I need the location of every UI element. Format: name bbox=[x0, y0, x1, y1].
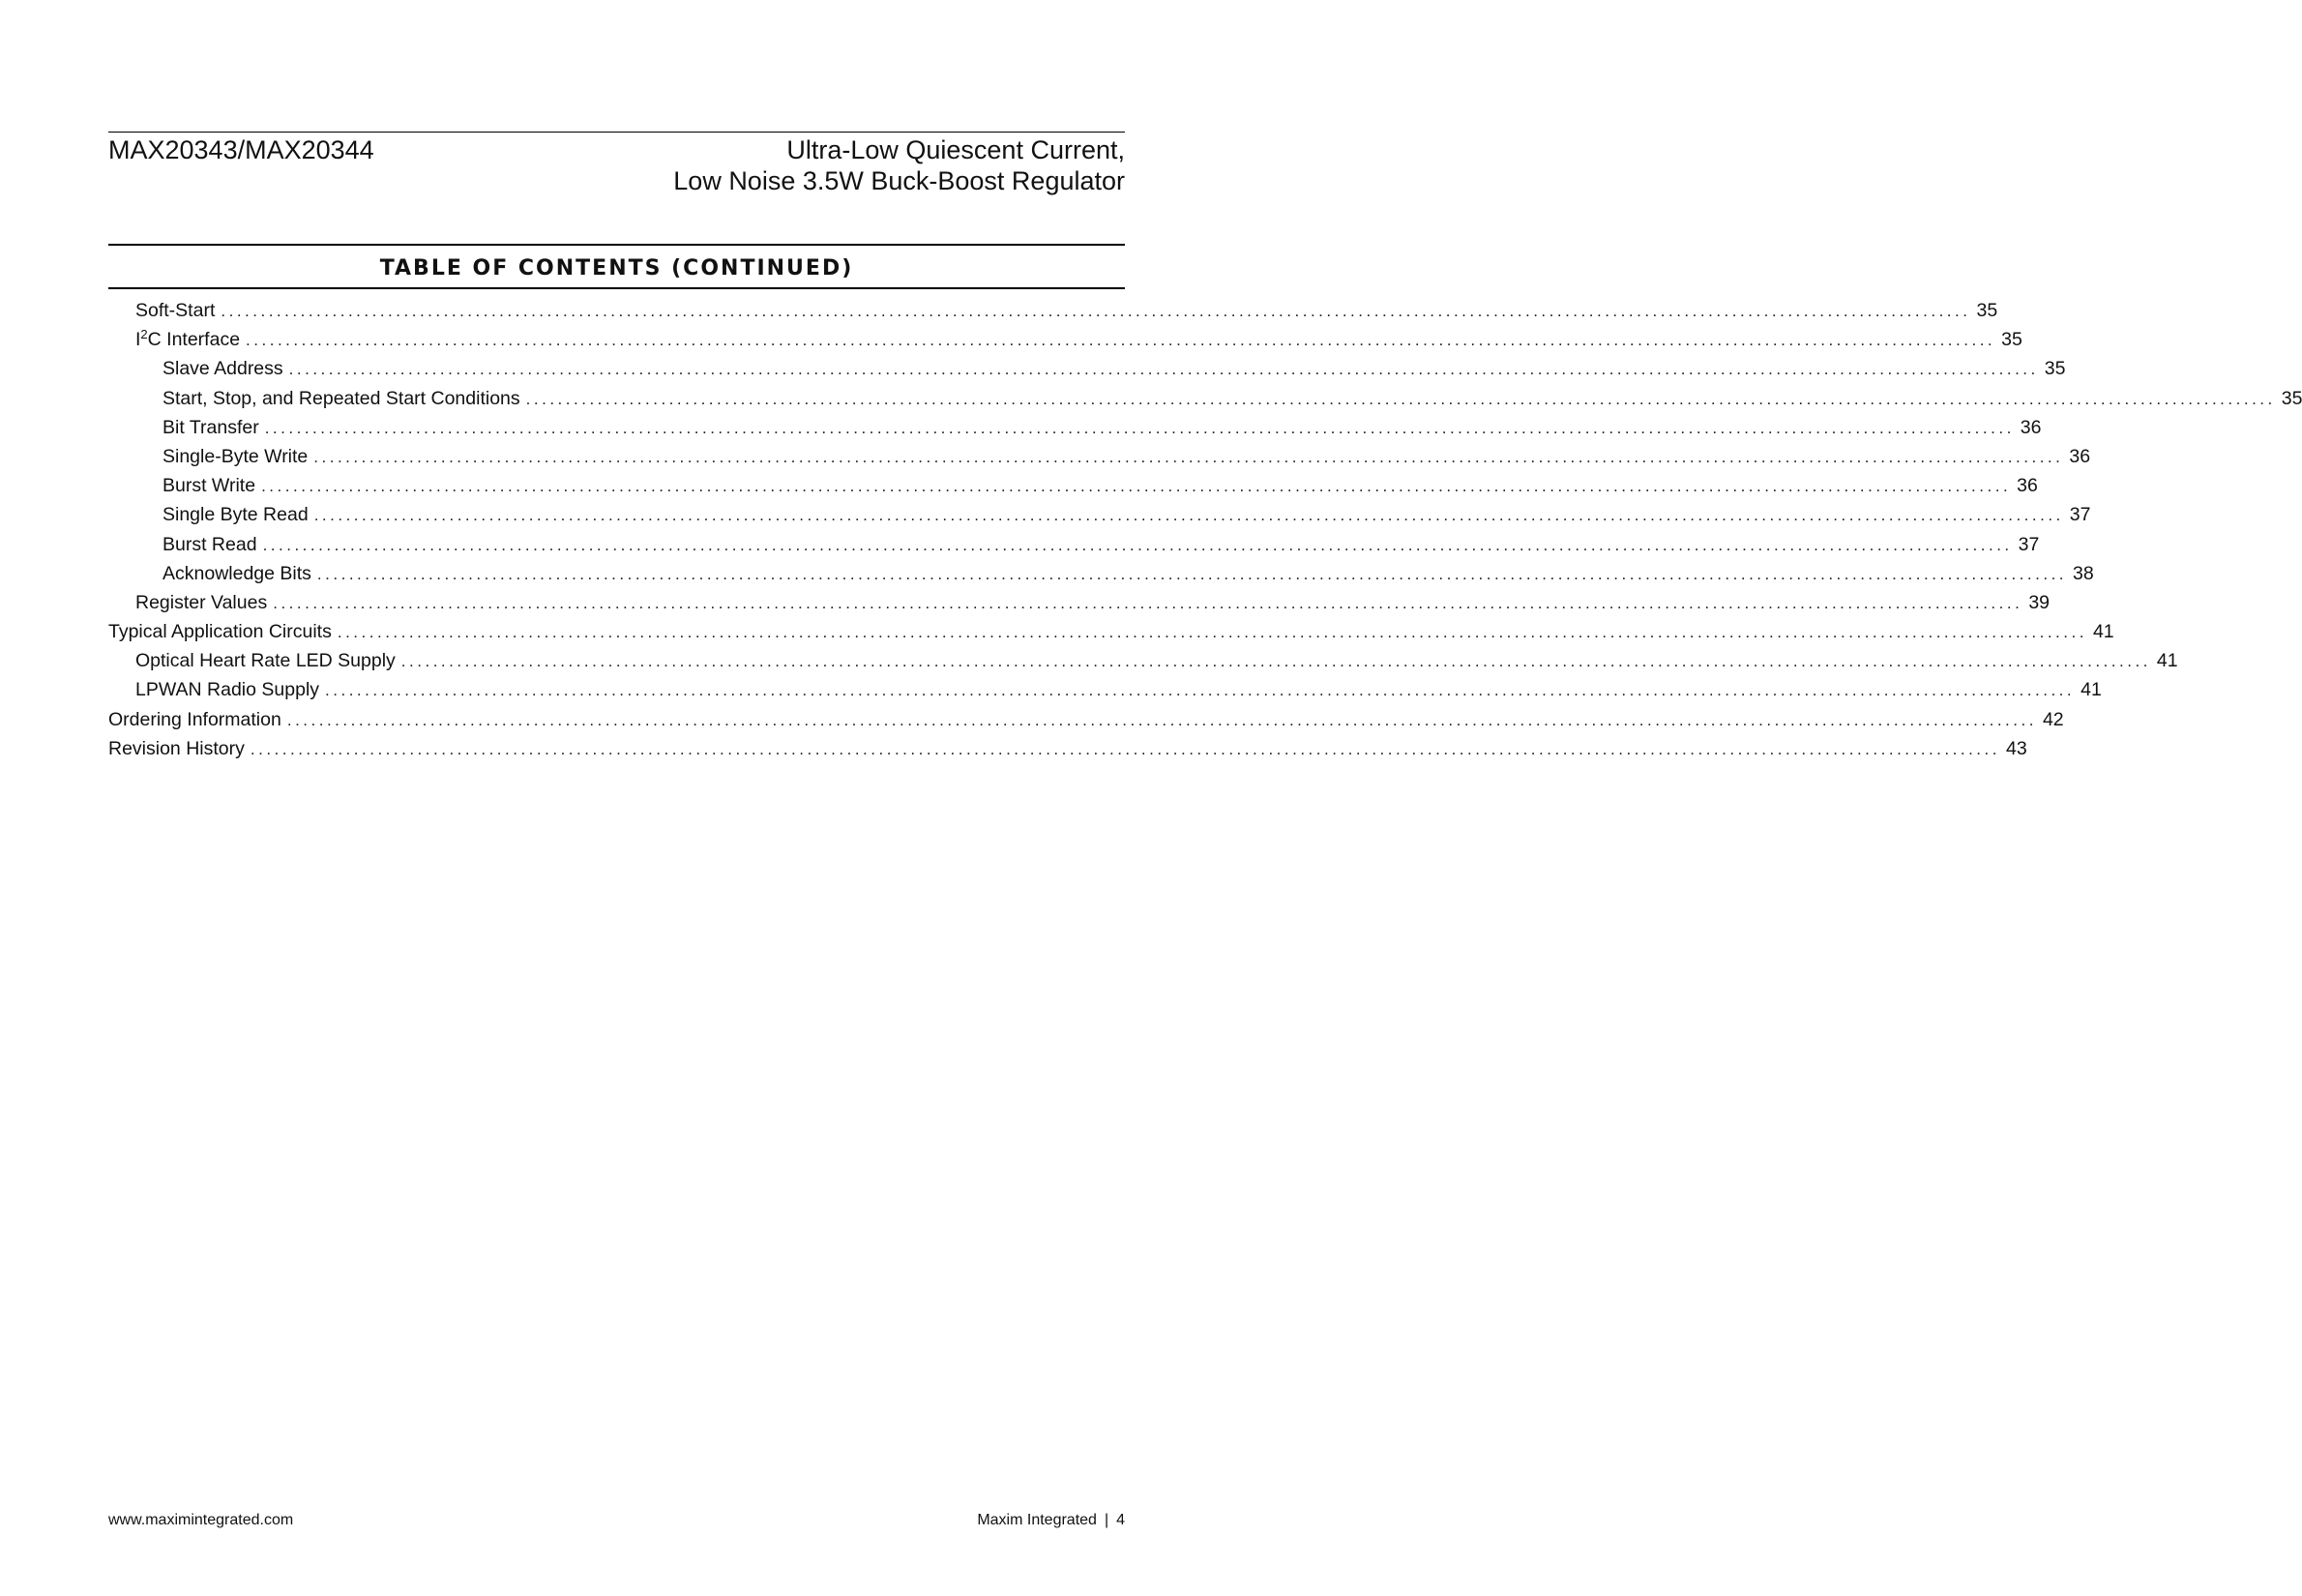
toc-entry[interactable] bbox=[108, 297, 1998, 326]
toc-entry-page: 37 bbox=[2069, 504, 2091, 526]
toc-entry-label: Revision History bbox=[108, 737, 245, 759]
toc-entry-page: 35 bbox=[2001, 329, 2022, 351]
toc-leader-dots: ............................................................................................................................................................................................................................ bbox=[288, 360, 2039, 379]
toc-leader-dots: ............................................................................................................................................................................................................................ bbox=[316, 564, 2068, 583]
toc-entry[interactable] bbox=[108, 443, 2091, 472]
toc-leader-dots: ............................................................................................................................................................................................................................ bbox=[250, 739, 2000, 758]
toc-entry[interactable] bbox=[108, 385, 2302, 414]
toc-entry-label: Acknowledge Bits bbox=[162, 562, 311, 584]
toc-entry-label: Bit Transfer bbox=[162, 416, 259, 438]
toc-leader-dots: ............................................................................................................................................................................................................................ bbox=[246, 331, 1996, 350]
toc-entry-page: 35 bbox=[2281, 387, 2302, 409]
toc-entry-label bbox=[135, 326, 240, 353]
toc-entry[interactable] bbox=[108, 560, 2094, 589]
toc-entry-page: 42 bbox=[2042, 708, 2064, 730]
toc-entry-page: 36 bbox=[2069, 445, 2091, 467]
header-rule bbox=[108, 132, 1125, 133]
toc-entry-label: Burst Read bbox=[162, 533, 257, 555]
part-number: MAX20343/MAX20344 bbox=[108, 135, 374, 164]
footer-separator: | bbox=[1104, 1512, 1109, 1528]
toc-entry-page: 41 bbox=[2081, 679, 2102, 701]
toc-heading: TABLE OF CONTENTS (CONTINUED) bbox=[379, 256, 854, 281]
toc-entry-label-superscript: 2 bbox=[140, 327, 148, 342]
toc-entry-label: Slave Address bbox=[162, 358, 283, 380]
toc-entry[interactable] bbox=[108, 706, 2064, 735]
footer-page-number: 4 bbox=[1116, 1512, 1125, 1528]
toc-entry[interactable] bbox=[108, 472, 2038, 501]
toc-entry-page: 36 bbox=[2017, 475, 2038, 497]
toc-entry-label: Start, Stop, and Repeated Start Conditions bbox=[162, 387, 520, 409]
toc-leader-dots: ............................................................................................................................................................................................................................ bbox=[286, 710, 2037, 729]
toc-leader-dots: ............................................................................................................................................................................................................................ bbox=[264, 418, 2015, 437]
toc-entry[interactable] bbox=[108, 647, 2178, 676]
toc-entry-label: Typical Application Circuits bbox=[108, 621, 332, 643]
footer-website[interactable]: www.maximintegrated.com bbox=[108, 1512, 294, 1528]
toc-entry-page: 37 bbox=[2018, 533, 2040, 555]
document-title-line2: Low Noise 3.5W Buck-Boost Regulator bbox=[673, 166, 1125, 195]
toc-entry-label-part: C Interface bbox=[147, 329, 241, 351]
toc-entry-page: 39 bbox=[2028, 591, 2051, 613]
toc-entry-page: 36 bbox=[2020, 416, 2042, 438]
toc-entry-label-part: I bbox=[135, 329, 141, 351]
toc-entry[interactable] bbox=[108, 501, 2091, 530]
toc-leader-dots: ............................................................................................................................................................................................................................ bbox=[400, 652, 2151, 671]
toc-top-rule bbox=[108, 244, 1125, 246]
toc-leader-dots: ............................................................................................................................................................................................................................ bbox=[313, 506, 2064, 525]
toc-entry[interactable] bbox=[108, 676, 2102, 705]
toc-leader-dots: ............................................................................................................................................................................................................................ bbox=[273, 593, 2023, 612]
toc-bottom-rule bbox=[108, 287, 1125, 289]
toc-entry[interactable] bbox=[108, 355, 2066, 384]
toc-entry[interactable] bbox=[108, 589, 2051, 618]
toc-entry-page: 38 bbox=[2073, 562, 2094, 584]
toc-leader-dots: ............................................................................................................................................................................................................................ bbox=[261, 477, 2012, 496]
toc-entry-page: 41 bbox=[2092, 621, 2114, 643]
toc-entry-label: Single Byte Read bbox=[162, 504, 309, 526]
toc-leader-dots: ............................................................................................................................................................................................................................ bbox=[525, 389, 2276, 408]
toc-entry-label: Single-Byte Write bbox=[162, 445, 309, 467]
toc-leader-dots: ............................................................................................................................................................................................................................ bbox=[313, 447, 2064, 466]
toc-leader-dots: ............................................................................................................................................................................................................................ bbox=[325, 681, 2076, 700]
toc-leader-dots: ............................................................................................................................................................................................................................ bbox=[262, 535, 2013, 554]
toc-entry-page: 35 bbox=[1976, 300, 1998, 321]
toc-entry-page: 35 bbox=[2044, 358, 2066, 380]
toc-entry[interactable] bbox=[108, 414, 2042, 443]
toc-entry-label: Soft-Start bbox=[135, 300, 216, 321]
toc-list bbox=[108, 297, 2302, 764]
toc-entry[interactable] bbox=[108, 531, 2040, 560]
toc-entry-label: LPWAN Radio Supply bbox=[135, 679, 320, 701]
toc-entry[interactable] bbox=[108, 326, 2022, 355]
toc-leader-dots: ............................................................................................................................................................................................................................ bbox=[337, 623, 2087, 642]
toc-entry-label: Burst Write bbox=[162, 475, 256, 497]
toc-entry-page: 41 bbox=[2156, 650, 2178, 672]
toc-leader-dots: ............................................................................................................................................................................................................................ bbox=[221, 302, 1971, 320]
toc-entry[interactable] bbox=[108, 618, 2114, 647]
document-title bbox=[673, 134, 1125, 196]
footer-company-page bbox=[977, 1511, 1125, 1530]
toc-entry-label: Optical Heart Rate LED Supply bbox=[135, 650, 396, 672]
footer-company: Maxim Integrated bbox=[977, 1512, 1097, 1528]
document-title-line1: Ultra-Low Quiescent Current, bbox=[786, 135, 1125, 164]
toc-entry-page: 43 bbox=[2005, 737, 2027, 759]
toc-entry-label: Ordering Information bbox=[108, 708, 281, 730]
toc-entry-label: Register Values bbox=[135, 591, 268, 613]
toc-entry[interactable] bbox=[108, 735, 2027, 764]
